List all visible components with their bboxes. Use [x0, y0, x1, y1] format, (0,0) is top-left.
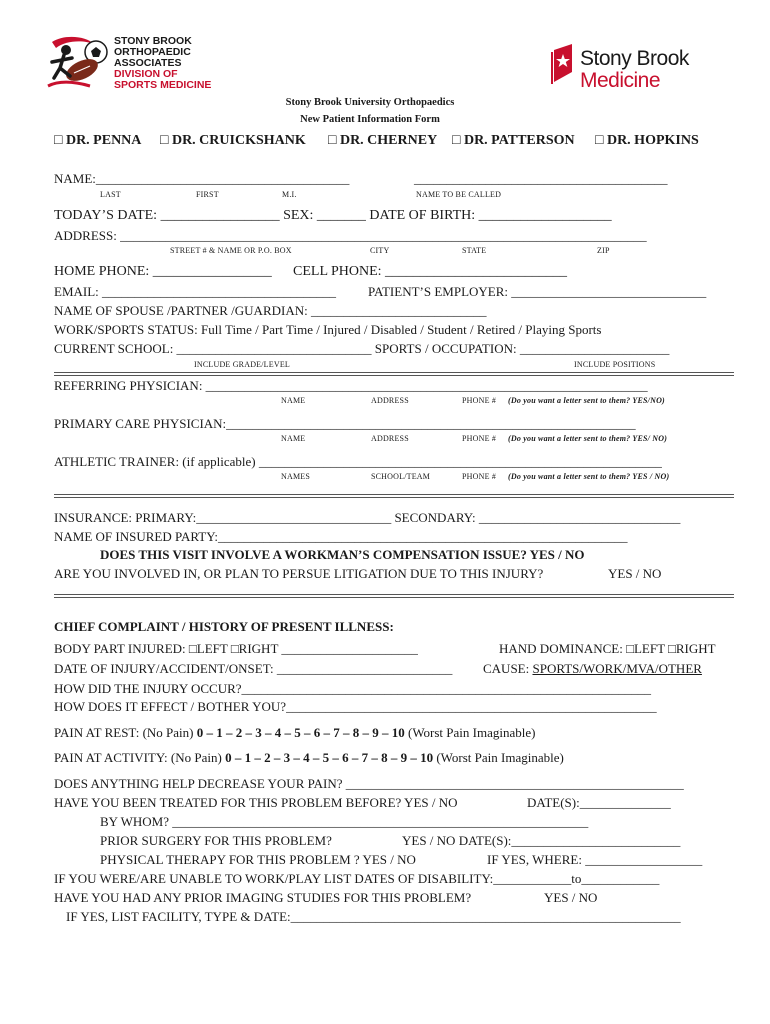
physical-therapy-where[interactable]: IF YES, WHERE: __________________ [487, 852, 703, 867]
school-sub-positions: INCLUDE POSITIONS [574, 360, 656, 369]
doctor-hopkins-checkbox[interactable]: □ DR. HOPKINS [595, 133, 699, 148]
divider-1 [54, 372, 734, 376]
referring-sub-address: ADDRESS [371, 396, 409, 405]
athletic-sub-names: NAMES [281, 472, 311, 481]
logo-right-line-1: Stony Brook [580, 47, 689, 70]
physical-therapy-question[interactable]: PHYSICAL THERAPY FOR THIS PROBLEM ? YES / NO [100, 852, 416, 867]
name-sub-last: LAST [100, 190, 121, 199]
name-sub-called: NAME TO BE CALLED [416, 190, 502, 199]
name-field[interactable]: NAME:_______________________________________ [54, 171, 350, 186]
prior-surgery-question: PRIOR SURGERY FOR THIS PROBLEM? [100, 833, 332, 848]
employer-field[interactable]: PATIENT’S EMPLOYER: ______________________________ [368, 284, 707, 299]
address-field[interactable]: ADDRESS: _________________________________________________________________________________ [54, 228, 647, 243]
divider-3 [54, 594, 734, 598]
logo-division-2: SPORTS MEDICINE [114, 79, 212, 91]
decrease-pain-field[interactable]: DOES ANYTHING HELP DECREASE YOUR PAIN? ____________________________________________________ [54, 776, 684, 791]
insured-party-field[interactable]: NAME OF INSURED PARTY:_______________________________________________________________ [54, 529, 628, 544]
sports-emblem-icon [46, 36, 114, 92]
date-injury-field[interactable]: DATE OF INJURY/ACCIDENT/ONSET: ___________________________ [54, 661, 453, 676]
facility-field[interactable]: IF YES, LIST FACILITY, TYPE & DATE:____________________________________________________________ [66, 909, 681, 924]
disability-field[interactable]: IF YOU WERE/ARE UNABLE TO WORK/PLAY LIST DATES OF DISABILITY:____________to____________ [54, 871, 660, 886]
school-occupation-field[interactable]: CURRENT SCHOOL: ______________________________ SPORTS / OCCUPATION: _______________________ [54, 341, 670, 356]
insurance-field[interactable]: INSURANCE: PRIMARY:______________________________ SECONDARY: _______________________________ [54, 510, 681, 525]
primary-sub-address: ADDRESS [371, 434, 409, 443]
work-status-row[interactable]: WORK/SPORTS STATUS: Full Time / Part Time / Injured / Disabled / Student / Retired / Playing Sports [54, 322, 602, 337]
address-sub-zip: ZIP [597, 246, 610, 255]
body-part-field[interactable]: BODY PART INJURED: □LEFT □RIGHT _____________________ [54, 641, 418, 656]
prior-surgery-answer[interactable]: YES / NO DATE(S):__________________________ [402, 833, 681, 848]
doctor-penna-checkbox[interactable]: □ DR. PENNA [54, 133, 142, 148]
pain-rest-suffix: (Worst Pain Imaginable) [404, 725, 536, 740]
cause-label: CAUSE: [483, 661, 533, 676]
logo-division-1: DIVISION OF [114, 68, 178, 80]
referring-sub-name: NAME [281, 396, 306, 405]
email-field[interactable]: EMAIL: ____________________________________ [54, 284, 337, 299]
stony-brook-medicine-logo [550, 42, 720, 98]
form-title-1: Stony Brook University Orthopaedics [285, 97, 455, 108]
primary-letter-question[interactable]: (Do you want a letter sent to them? YES/ NO) [508, 434, 668, 443]
cell-phone-field[interactable]: CELL PHONE: __________________________ [293, 264, 568, 279]
spouse-field[interactable]: NAME OF SPOUSE /PARTNER /GUARDIAN: ___________________________ [54, 303, 487, 318]
doctor-cruickshank-checkbox[interactable]: □ DR. CRUICKSHANK [160, 133, 306, 148]
primary-sub-phone: PHONE # [462, 434, 497, 443]
pain-activity-row[interactable] [54, 750, 564, 766]
address-sub-street: STREET # & NAME OR P.O. BOX [170, 246, 292, 255]
workmans-comp-question[interactable]: DOES THIS VISIT INVOLVE A WORKMAN’S COMPENSATION ISSUE? YES / NO [100, 547, 585, 562]
school-sub-grade: INCLUDE GRADE/LEVEL [194, 360, 291, 369]
by-whom-field[interactable]: BY WHOM? ________________________________________________________________ [100, 814, 589, 829]
cause-value[interactable]: SPORTS/WORK/MVA/OTHER [532, 661, 702, 676]
referring-sub-phone: PHONE # [462, 396, 497, 405]
treated-before-question[interactable]: HAVE YOU BEEN TREATED FOR THIS PROBLEM BEFORE? YES / NO [54, 795, 458, 810]
pain-activity-prefix: PAIN AT ACTIVITY: (No Pain) [54, 750, 226, 765]
name-sub-mi: M.I. [282, 190, 297, 199]
form-title-2: New Patient Information Form [300, 114, 440, 125]
athletic-sub-phone: PHONE # [462, 472, 497, 481]
doctor-cherney-checkbox[interactable]: □ DR. CHERNEY [328, 133, 438, 148]
imaging-question: HAVE YOU HAD ANY PRIOR IMAGING STUDIES FOR THIS PROBLEM? [54, 890, 472, 905]
athletic-sub-school: SCHOOL/TEAM [371, 472, 431, 481]
primary-care-field[interactable]: PRIMARY CARE PHYSICIAN:_______________________________________________________________ [54, 416, 636, 431]
address-sub-city: CITY [370, 246, 390, 255]
litigation-answer[interactable]: YES / NO [608, 566, 662, 581]
chief-complaint-heading: CHIEF COMPLAINT / HISTORY OF PRESENT ILLNESS: [54, 619, 394, 634]
logo-line-2: ORTHOPAEDIC [114, 46, 191, 58]
logo-line-3: ASSOCIATES [114, 57, 182, 69]
hand-dominance-field[interactable]: HAND DOMINANCE: □LEFT □RIGHT [499, 641, 716, 656]
litigation-question: ARE YOU INVOLVED IN, OR PLAN TO PERSUE LITIGATION DUE TO THIS INJURY? [54, 566, 544, 581]
how-occur-field[interactable]: HOW DID THE INJURY OCCUR?_______________________________________________________________ [54, 681, 652, 696]
today-sex-dob-row[interactable]: TODAY’S DATE: _________________ SEX: _______ DATE OF BIRTH: ___________________ [54, 208, 612, 223]
treated-dates-field[interactable]: DATE(S):______________ [527, 795, 671, 810]
how-effect-field[interactable]: HOW DOES IT EFFECT / BOTHER YOU?_________________________________________________________ [54, 699, 657, 714]
athletic-letter-question[interactable]: (Do you want a letter sent to them? YES / NO) [508, 472, 670, 481]
primary-sub-name: NAME [281, 434, 306, 443]
logo-line-1: STONY BROOK [114, 35, 192, 47]
pain-activity-scale[interactable]: 0 – 1 – 2 – 3 – 4 – 5 – 6 – 7 – 8 – 9 – 10 [225, 750, 434, 765]
shield-star-icon [550, 42, 576, 86]
logo-right-line-2: Medicine [580, 69, 661, 92]
imaging-answer[interactable]: YES / NO [544, 890, 598, 905]
home-phone-field[interactable]: HOME PHONE: _________________ [54, 264, 272, 279]
pain-rest-scale[interactable]: 0 – 1 – 2 – 3 – 4 – 5 – 6 – 7 – 8 – 9 – 10 [196, 725, 405, 740]
name-sub-first: FIRST [196, 190, 219, 199]
orthopaedic-logo [46, 36, 216, 92]
pain-rest-row[interactable] [54, 725, 535, 741]
pain-rest-prefix: PAIN AT REST: (No Pain) [54, 725, 197, 740]
referring-letter-question[interactable]: (Do you want a letter sent to them? YES/NO) [508, 396, 665, 405]
cause-field[interactable] [483, 661, 702, 677]
address-sub-state: STATE [462, 246, 487, 255]
referring-physician-field[interactable]: REFERRING PHYSICIAN: ____________________________________________________________________ [54, 378, 648, 393]
pain-activity-suffix: (Worst Pain Imaginable) [433, 750, 564, 765]
doctor-patterson-checkbox[interactable]: □ DR. PATTERSON [452, 133, 575, 148]
preferred-name-field[interactable]: _______________________________________ [414, 171, 668, 186]
divider-2 [54, 494, 734, 498]
athletic-trainer-field[interactable]: ATHLETIC TRAINER: (if applicable) ______________________________________________________________ [54, 454, 662, 469]
